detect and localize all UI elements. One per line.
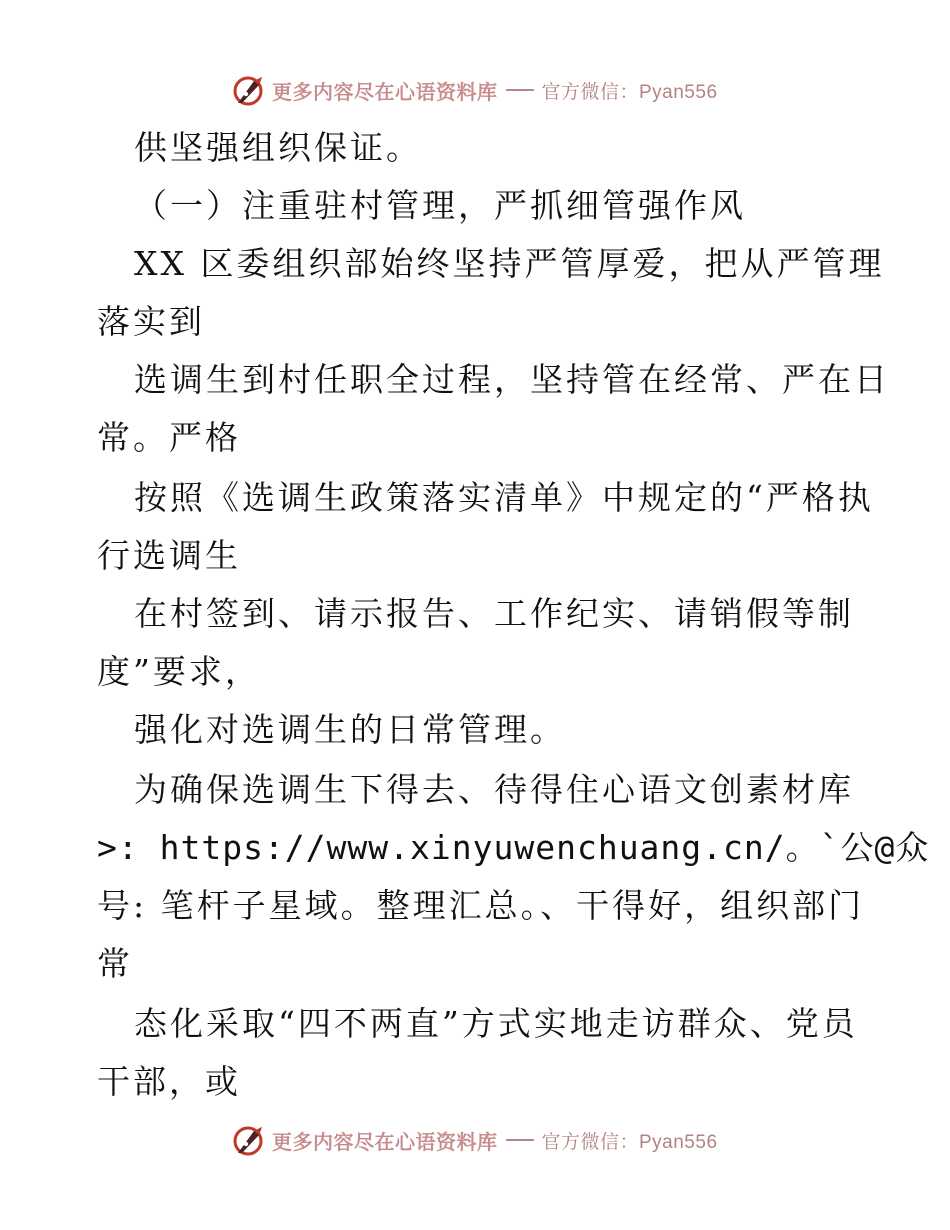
text-line: 强化对选调生的日常管理。 — [134, 710, 566, 749]
text-line-url — [0, 828, 950, 868]
footer-banner — [232, 1120, 718, 1160]
text-line: 按照《选调生政策落实清单》中规定的“严格执 — [134, 478, 874, 517]
text-line: 选调生到村任职全过程，坚持管在经常、严在日 — [134, 360, 890, 399]
banner-wechat: 官方微信：Pyan556 — [541, 81, 718, 103]
text-line: 落实到 — [97, 302, 205, 341]
text-line: XX 区委组织部始终坚持严管厚爱，把从严管理 — [134, 244, 885, 283]
text-line: 态化采取“四不两直”方式实地走访群众、党员 — [134, 1004, 858, 1043]
text-line: 在村签到、请示报告、工作纪实、请销假等制 — [134, 594, 854, 633]
section-heading: （一）注重驻村管理，严抓细管强作风 — [134, 186, 746, 225]
quill-pen-circle-logo-icon — [232, 1123, 266, 1157]
text-line: 号: 笔杆子星域。整理汇总。、干得好，组织部门 — [97, 886, 865, 925]
text-line: 行选调生 — [97, 536, 241, 575]
text-line: 常 — [97, 944, 133, 983]
text-line: 供坚强组织保证。 — [134, 128, 422, 167]
url-text: >: https://www.xinyuwenchuang.cn/。`公@众 — [97, 828, 930, 867]
banner-dash — [506, 1139, 534, 1141]
text-line: 为确保选调生下得去、待得住心语文创素材库 — [134, 770, 854, 809]
text-line: 常。严格 — [97, 418, 241, 457]
text-line: 干部，或 — [97, 1062, 241, 1101]
banner-wechat: 官方微信：Pyan556 — [541, 1131, 718, 1153]
banner-title: 更多内容尽在心语资料库 — [272, 79, 498, 104]
banner-title: 更多内容尽在心语资料库 — [272, 1129, 498, 1154]
text-line: 度”要求， — [97, 652, 261, 691]
